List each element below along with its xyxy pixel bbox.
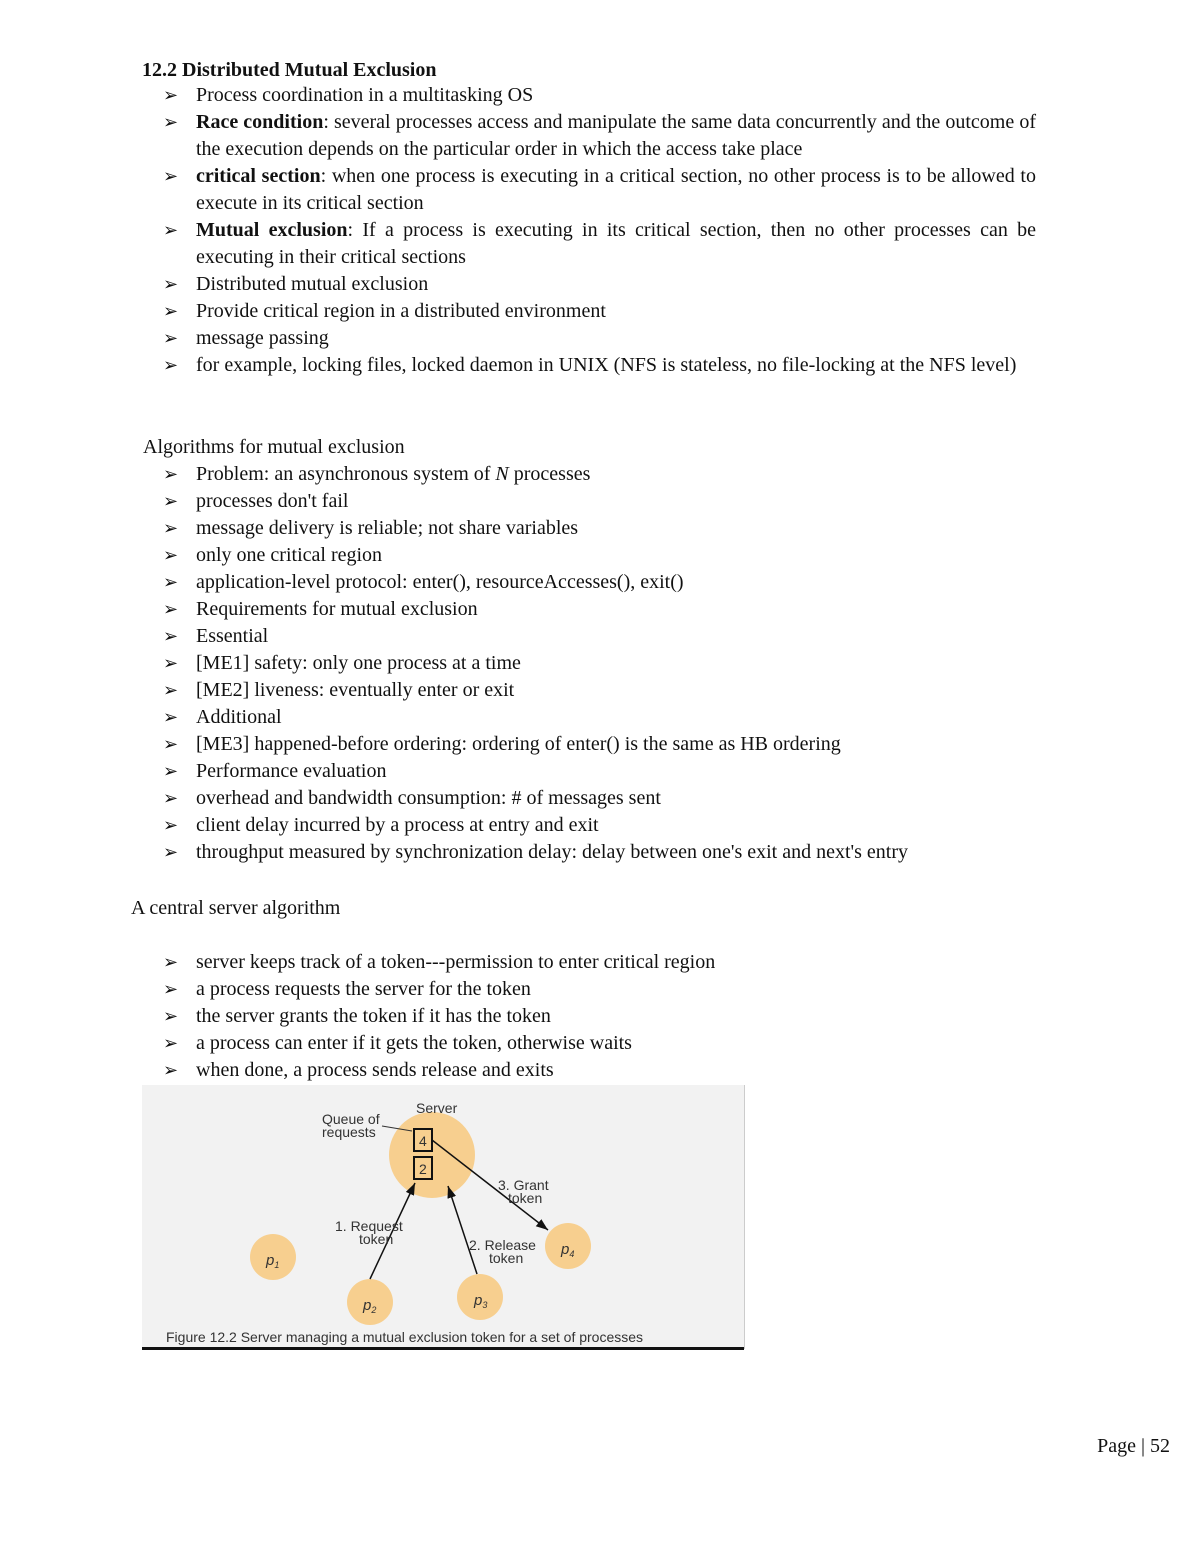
bullet-arrow-icon: ➢ <box>163 85 179 105</box>
list-item-text: throughput measured by synchronization delay: delay between one's exit and next's entry <box>196 841 909 863</box>
list-item-text: when done, a process sends release and exits <box>196 1059 554 1081</box>
bullet-arrow-icon: ➢ <box>163 788 179 808</box>
bullet-list-central-server <box>0 949 1036 1084</box>
release-arrow <box>448 1186 477 1274</box>
bullet-arrow-icon: ➢ <box>163 464 179 484</box>
list-item <box>0 488 1036 515</box>
list-item <box>0 596 1036 623</box>
list-item-text: Process coordination in a multitasking OS <box>196 84 534 106</box>
list-item-text: [ME3] happened-before ordering: ordering of enter() is the same as HB ordering <box>196 733 841 755</box>
bullet-arrow-icon: ➢ <box>163 979 179 999</box>
list-item-text: processes don't fail <box>196 490 349 512</box>
term: Race condition <box>196 111 324 133</box>
bullet-arrow-icon: ➢ <box>163 626 179 646</box>
bullet-arrow-icon: ➢ <box>163 599 179 619</box>
list-item-text: for example, locking files, locked daemon in UNIX (NFS is stateless, no file-locking at the NFS level) <box>196 354 1017 376</box>
bullet-arrow-icon: ➢ <box>163 166 179 186</box>
section-heading: 12.2 Distributed Mutual Exclusion <box>142 59 437 81</box>
list-item-text: the server grants the token if it has the token <box>196 1005 551 1027</box>
list-item-text: Requirements for mutual exclusion <box>196 598 478 620</box>
list-item <box>0 569 1036 596</box>
list-item-text-tail: processes <box>508 463 591 485</box>
bullet-list-algorithms <box>0 461 1036 866</box>
bullet-arrow-icon: ➢ <box>163 842 179 862</box>
queue-label-line2: requests <box>322 1124 376 1140</box>
list-item <box>0 217 1036 271</box>
list-item-text: only one critical region <box>196 544 383 566</box>
list-item-text: Problem: an asynchronous system of <box>196 463 496 485</box>
variable: N <box>495 463 509 485</box>
central-server-heading: A central server algorithm <box>131 897 341 919</box>
list-item <box>0 758 1036 785</box>
list-item <box>0 785 1036 812</box>
server-node <box>389 1112 475 1198</box>
release-label-line1: 2. Release <box>469 1237 536 1253</box>
bullet-arrow-icon: ➢ <box>163 815 179 835</box>
list-item-text: : If a process is executing in its critical section, then no other processes can be executing in their critical sections <box>196 219 1036 268</box>
server-token-figure <box>142 1085 745 1349</box>
bullet-arrow-icon: ➢ <box>163 274 179 294</box>
list-item <box>0 109 1036 163</box>
list-item <box>0 650 1036 677</box>
process-label-p2: $p_2$ <box>363 1297 377 1315</box>
list-item <box>0 677 1036 704</box>
list-item <box>0 812 1036 839</box>
bullet-arrow-icon: ➢ <box>163 518 179 538</box>
bullet-arrow-icon: ➢ <box>163 952 179 972</box>
list-item <box>0 623 1036 650</box>
figure-caption: Figure 12.2 Server managing a mutual exclusion token for a set of processes <box>166 1329 644 1345</box>
list-item-text: [ME2] liveness: eventually enter or exit <box>196 679 515 701</box>
bullet-list-definitions <box>0 82 1036 379</box>
list-item-text: : several processes access and manipulate the same data concurrently and the outcome of the execution depends on the particular order in which the access take place <box>196 111 1036 160</box>
bullet-arrow-icon: ➢ <box>163 1006 179 1026</box>
figure-bottom-rule <box>142 1347 744 1350</box>
list-item <box>0 515 1036 542</box>
list-item <box>0 542 1036 569</box>
list-item <box>0 1003 1036 1030</box>
bullet-arrow-icon: ➢ <box>163 653 179 673</box>
list-item <box>0 352 1036 379</box>
server-label: Server <box>416 1100 458 1116</box>
queue-item-2: 2 <box>419 1161 427 1177</box>
list-item <box>0 949 1036 976</box>
list-item <box>0 325 1036 352</box>
bullet-arrow-icon: ➢ <box>163 1060 179 1080</box>
list-item <box>0 731 1036 758</box>
list-item-text: Provide critical region in a distributed environment <box>196 300 606 322</box>
bullet-arrow-icon: ➢ <box>163 355 179 375</box>
list-item <box>0 976 1036 1003</box>
list-item <box>0 82 1036 109</box>
bullet-arrow-icon: ➢ <box>163 112 179 132</box>
bullet-arrow-icon: ➢ <box>163 707 179 727</box>
server-diagram <box>142 1085 744 1349</box>
term: critical section <box>196 165 321 187</box>
process-label-p3: $p_3$ <box>474 1292 488 1310</box>
algorithms-heading: Algorithms for mutual exclusion <box>143 436 405 458</box>
list-item <box>0 298 1036 325</box>
list-item <box>0 704 1036 731</box>
list-item-text: application-level protocol: enter(), resourceAccesses(), exit() <box>196 571 684 593</box>
bullet-arrow-icon: ➢ <box>163 1033 179 1053</box>
list-item <box>0 163 1036 217</box>
list-item-text: a process requests the server for the token <box>196 978 531 1000</box>
page-number: Page | 52 <box>1097 1435 1170 1457</box>
list-item-text: Essential <box>196 625 269 647</box>
list-item-text: server keeps track of a token---permission to enter critical region <box>196 951 716 973</box>
grant-label-line2: token <box>508 1190 543 1206</box>
release-label-line2: token <box>489 1250 524 1266</box>
grant-label-line1: 3. Grant <box>498 1177 549 1193</box>
bullet-arrow-icon: ➢ <box>163 328 179 348</box>
list-item <box>0 839 1036 866</box>
bullet-arrow-icon: ➢ <box>163 572 179 592</box>
process-label-p1: $p_1$ <box>266 1252 280 1270</box>
queue-label-line1: Queue of <box>322 1111 380 1127</box>
list-item-text: message delivery is reliable; not share variables <box>196 517 579 539</box>
bullet-arrow-icon: ➢ <box>163 734 179 754</box>
queue-item-4: 4 <box>419 1133 427 1149</box>
list-item <box>0 1030 1036 1057</box>
bullet-arrow-icon: ➢ <box>163 680 179 700</box>
bullet-arrow-icon: ➢ <box>163 220 179 240</box>
list-item-text: [ME1] safety: only one process at a time <box>196 652 521 674</box>
request-label-line2: token <box>359 1231 394 1247</box>
bullet-arrow-icon: ➢ <box>163 761 179 781</box>
bullet-arrow-icon: ➢ <box>163 301 179 321</box>
bullet-arrow-icon: ➢ <box>163 491 179 511</box>
list-item-text: Distributed mutual exclusion <box>196 273 429 295</box>
list-item-text: overhead and bandwidth consumption: # of messages sent <box>196 787 661 809</box>
list-item <box>0 1057 1036 1084</box>
list-item-text: client delay incurred by a process at entry and exit <box>196 814 599 836</box>
list-item-text: a process can enter if it gets the token, otherwise waits <box>196 1032 632 1054</box>
list-item-text: message passing <box>196 327 329 349</box>
list-item-text: Additional <box>196 706 282 728</box>
list-item-text: : when one process is executing in a critical section, no other process is to be allowed to execute in its critical section <box>196 165 1036 214</box>
list-item-text: Performance evaluation <box>196 760 387 782</box>
list-item <box>0 271 1036 298</box>
bullet-arrow-icon: ➢ <box>163 545 179 565</box>
list-item <box>0 461 1036 488</box>
term: Mutual exclusion <box>196 219 348 241</box>
request-label-line1: 1. Request <box>335 1218 403 1234</box>
process-label-p4: $p_4$ <box>561 1241 575 1259</box>
